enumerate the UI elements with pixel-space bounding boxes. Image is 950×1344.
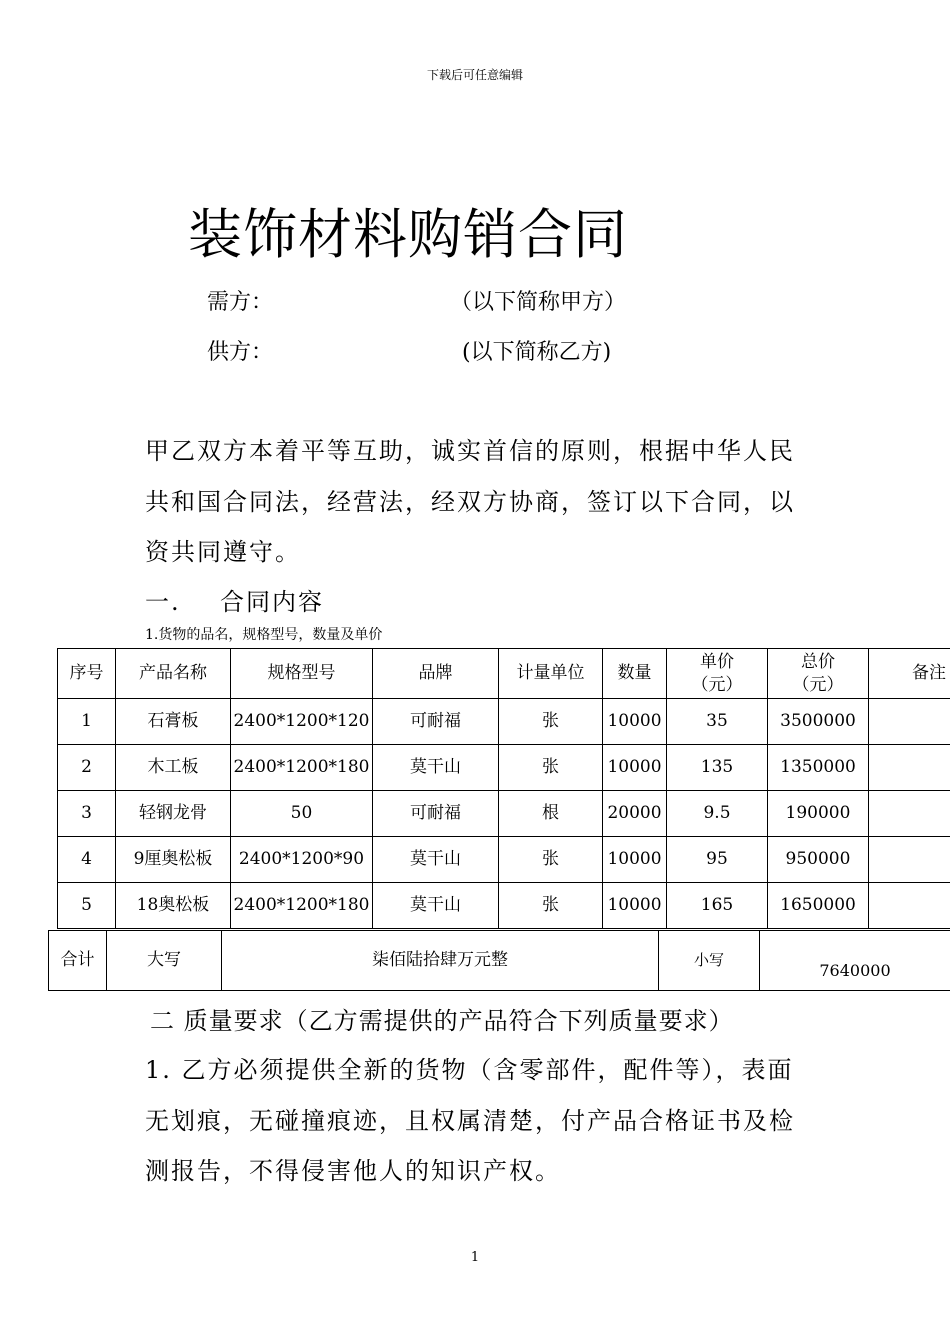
cell-total: 3500000	[768, 699, 869, 745]
header-total-line-2: （元）	[792, 674, 844, 695]
header-price	[667, 649, 768, 699]
quality-line-2: 无划痕，无碰撞痕迹，且权属清楚，付产品合格证书及检	[145, 1107, 795, 1135]
cell-remark	[869, 745, 950, 791]
cell-unit: 根	[499, 791, 603, 837]
header-price-line-2: （元）	[691, 674, 743, 695]
header-name: 产品名称	[116, 649, 231, 699]
cell-seq: 2	[58, 745, 116, 791]
header-total	[768, 649, 869, 699]
intro-line-1: 甲乙双方本着平等互助，诚实首信的原则，根据中华人民	[145, 437, 795, 465]
section-1-number: 一.	[145, 588, 181, 616]
table-row	[58, 699, 950, 745]
goods-table	[57, 648, 950, 929]
cell-spec: 2400*1200*180	[231, 745, 373, 791]
intro-line-3: 资共同遵守。	[145, 538, 301, 566]
cell-price: 135	[667, 745, 768, 791]
buyer-label: 需方：	[207, 290, 274, 315]
cell-price: 95	[667, 837, 768, 883]
cell-qty: 10000	[603, 883, 667, 929]
cell-remark	[869, 837, 950, 883]
header-unit: 计量单位	[499, 649, 603, 699]
cell-qty: 20000	[603, 791, 667, 837]
cell-remark	[869, 699, 950, 745]
xiaoxie-label: 小写	[659, 931, 760, 991]
cell-price: 35	[667, 699, 768, 745]
goods-table-caption: 1.货物的品名，规格型号，数量及单价	[145, 627, 383, 643]
section-1-title: 合同内容	[220, 588, 324, 616]
total-table	[48, 930, 950, 991]
table-row	[58, 883, 950, 929]
cell-remark	[869, 791, 950, 837]
document-title: 装饰材料购销合同	[188, 203, 628, 266]
cell-seq: 4	[58, 837, 116, 883]
total-label: 合计	[49, 931, 107, 991]
header-watermark: 下载后可任意编辑	[426, 68, 523, 82]
cell-unit: 张	[499, 883, 603, 929]
page-number: 1	[470, 1250, 480, 1265]
header-remark: 备注	[869, 649, 950, 699]
cell-name: 18奥松板	[116, 883, 231, 929]
cell-brand: 莫干山	[373, 745, 499, 791]
cell-qty: 10000	[603, 699, 667, 745]
table-header-row	[58, 649, 950, 699]
cell-spec: 2400*1200*180	[231, 883, 373, 929]
header-price-line-1: 单价	[700, 651, 734, 672]
header-total-line-1: 总价	[801, 651, 835, 672]
seller-note: (以下简称乙方)	[462, 340, 612, 365]
seller-label: 供方：	[207, 340, 274, 365]
cell-brand: 可耐福	[373, 791, 499, 837]
cell-name: 9厘奥松板	[116, 837, 231, 883]
cell-total: 950000	[768, 837, 869, 883]
cell-price: 165	[667, 883, 768, 929]
cell-seq: 1	[58, 699, 116, 745]
cell-name: 木工板	[116, 745, 231, 791]
cell-brand: 莫干山	[373, 883, 499, 929]
cell-unit: 张	[499, 699, 603, 745]
cell-qty: 10000	[603, 745, 667, 791]
cell-price: 9.5	[667, 791, 768, 837]
quality-line-1: 1. 乙方必须提供全新的货物（含零部件，配件等），表面	[145, 1056, 794, 1084]
cell-seq: 5	[58, 883, 116, 929]
cell-spec: 2400*1200*90	[231, 837, 373, 883]
cell-total: 1650000	[768, 883, 869, 929]
xiaoxie-value: 7640000	[760, 931, 950, 991]
table-row	[58, 837, 950, 883]
table-row	[58, 791, 950, 837]
cell-total: 190000	[768, 791, 869, 837]
intro-line-2: 共和国合同法，经营法，经双方协商，签订以下合同，以	[145, 488, 795, 516]
header-qty: 数量	[603, 649, 667, 699]
table-row	[58, 745, 950, 791]
cell-seq: 3	[58, 791, 116, 837]
cell-spec: 50	[231, 791, 373, 837]
total-row	[49, 931, 950, 991]
daxie-label: 大写	[107, 931, 222, 991]
cell-brand: 可耐福	[373, 699, 499, 745]
cell-unit: 张	[499, 745, 603, 791]
cell-spec: 2400*1200*120	[231, 699, 373, 745]
cell-remark	[869, 883, 950, 929]
cell-total: 1350000	[768, 745, 869, 791]
header-brand: 品牌	[373, 649, 499, 699]
header-seq: 序号	[58, 649, 116, 699]
cell-brand: 莫干山	[373, 837, 499, 883]
cell-name: 石膏板	[116, 699, 231, 745]
section-2-title: 二 质量要求（乙方需提供的产品符合下列质量要求）	[150, 1007, 734, 1035]
cell-name: 轻钢龙骨	[116, 791, 231, 837]
buyer-note: （以下简称甲方）	[450, 290, 627, 315]
header-spec: 规格型号	[231, 649, 373, 699]
cell-unit: 张	[499, 837, 603, 883]
cell-qty: 10000	[603, 837, 667, 883]
quality-line-3: 测报告，不得侵害他人的知识产权。	[145, 1157, 561, 1185]
daxie-value: 柒佰陆拾肆万元整	[222, 931, 659, 991]
